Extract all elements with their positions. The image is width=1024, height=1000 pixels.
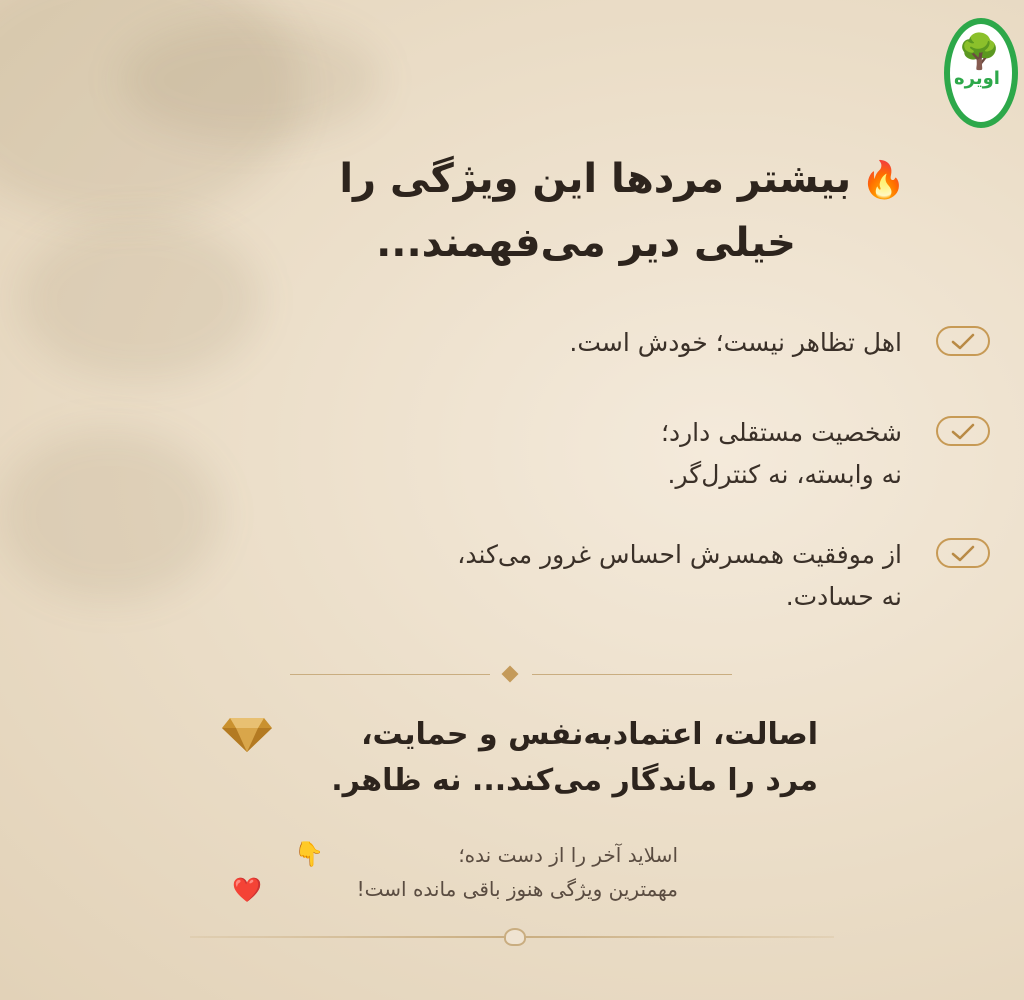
leaf-shadow (120, 20, 380, 140)
list-item (282, 412, 902, 496)
footer-line-1: اسلاید آخر را از دست نده؛ (458, 843, 678, 867)
check-icon (936, 326, 990, 356)
divider-line-left (290, 674, 490, 675)
item-text-2b: نه وابسته، نه کنترل‌گر. (667, 460, 902, 489)
brand-logo (940, 8, 1016, 120)
logo-name: اویره (954, 68, 1000, 89)
title-line-2: خیلی دیر می‌فهمند... (376, 220, 796, 266)
highlight-text (218, 712, 818, 804)
check-icon (936, 416, 990, 446)
highlight-line-2: مرد را ماندگار می‌کند... نه ظاهر. (331, 763, 818, 798)
item-text-3a: از موفقیت همسرش احساس غرور می‌کند، (457, 540, 902, 569)
highlight-line-1: اصالت، اعتمادبه‌نفس و حمایت، (361, 717, 818, 752)
item-text-3b: نه حسادت. (785, 582, 902, 611)
title-line-1 (186, 148, 906, 212)
tree-logo-icon: 🌳 (958, 32, 1001, 72)
item-text-2a: شخصیت مستقلی دارد؛ (661, 418, 902, 447)
heart-icon: ❤️ (232, 876, 262, 904)
leaf-shadow (0, 430, 220, 600)
footer-line-2: مهمترین ویژگی هنوز باقی مانده است! (356, 877, 678, 901)
footer-note (258, 838, 678, 906)
page-title (186, 148, 906, 274)
fire-icon: 🔥 (861, 160, 906, 201)
title-text-1: بیشتر مردها این ویژگی را (339, 156, 852, 202)
bottom-ornament-icon (504, 928, 526, 946)
divider-line-right (532, 674, 732, 675)
list-item (282, 322, 902, 364)
diamond-ornament-icon (502, 666, 519, 683)
pointing-down-icon: 👇 (294, 840, 324, 868)
ornament-divider (290, 668, 732, 680)
item-text-1: اهل تظاهر نیست؛ خودش است. (569, 328, 902, 357)
check-icon (936, 538, 990, 568)
list-item (282, 534, 902, 618)
